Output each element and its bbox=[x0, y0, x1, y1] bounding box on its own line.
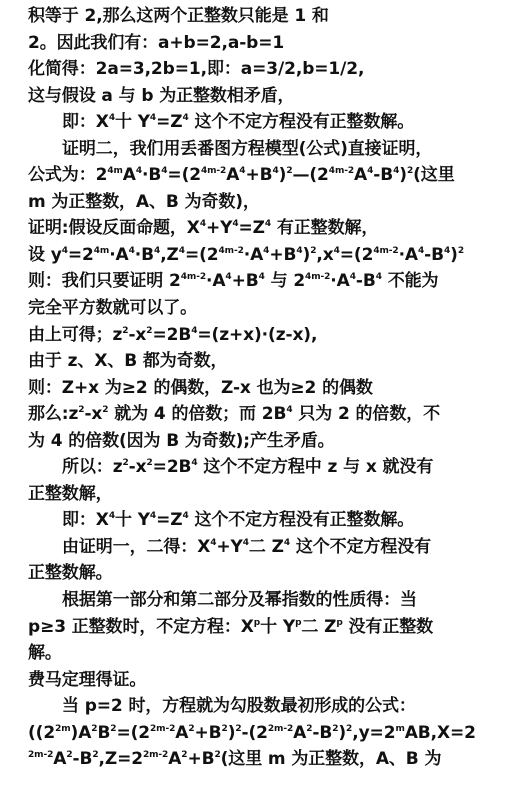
exponent: 2m-2 bbox=[267, 723, 294, 734]
exponent: 4 bbox=[232, 219, 239, 230]
text-line: m 为正整数，A、B 为奇数)， bbox=[28, 191, 260, 212]
exponent: 2 bbox=[310, 245, 317, 256]
text-line: 由上可得；$z^2-x^2=2B^4=(z+x)\cdot(z-x)$, bbox=[28, 324, 318, 345]
exponent: 4m-2 bbox=[218, 245, 244, 256]
exponent: 2m bbox=[55, 723, 71, 734]
exponent: 4 bbox=[367, 166, 374, 177]
exponent: 4m-2 bbox=[180, 272, 206, 283]
text-line: $^{2m-2}A^2-B^2,Z=2^{2m-2}A^2+B^2$(这里 m 为正整数，A、B 为 bbox=[28, 749, 442, 770]
exponent: 4 bbox=[154, 245, 161, 256]
exponent: 4 bbox=[108, 113, 115, 124]
exponent: 2 bbox=[122, 325, 129, 336]
exponent: 2 bbox=[188, 723, 195, 734]
text-line: 2。因此我们有：a+b=2,a-b=1 bbox=[28, 32, 285, 53]
text-line: p≥3 正整数时，不定方程：$X^p$十 $Y^p$二 $Z^p$ 没有正整数 bbox=[28, 616, 434, 637]
exponent: p bbox=[336, 617, 343, 628]
exponent: 2 bbox=[91, 723, 98, 734]
exponent: 2 bbox=[457, 245, 465, 256]
exponent: 2 bbox=[146, 325, 153, 336]
exponent: 4 bbox=[272, 166, 279, 177]
exponent: 4 bbox=[296, 245, 303, 256]
exponent: 4 bbox=[61, 245, 68, 256]
exponent: 4 bbox=[128, 245, 135, 256]
exponent: 4 bbox=[263, 245, 270, 256]
exponent: 2m-2 bbox=[142, 750, 169, 761]
exponent: 4 bbox=[199, 219, 206, 230]
exponent: 4 bbox=[191, 458, 198, 469]
text-line: 证明二，我们用丢番图方程模型(公式)直接证明， bbox=[62, 138, 433, 159]
exponent: 4 bbox=[225, 272, 232, 283]
exponent: 4m bbox=[93, 245, 110, 256]
exponent: 4 bbox=[333, 245, 340, 256]
exponent: p bbox=[295, 617, 302, 628]
text-line: 当 p=2 时，方程就为勾股数最初形成的公式： bbox=[62, 696, 416, 717]
text-line: 设 $y^4=2^{4m}\cdot A^4\cdot B^4,Z^4=(2^{4m-2}\cdot A^4+B^4)^2,x^4=(2^{4m-2}\cdot A^4-B^4)^2$ bbox=[28, 244, 465, 265]
exponent: 4 bbox=[239, 166, 246, 177]
exponent: 2 bbox=[332, 723, 339, 734]
exponent: 2 bbox=[286, 166, 293, 177]
exponent: 2 bbox=[92, 750, 99, 761]
text-line: 则：我们只要证明 $2^{4m-2}\cdot A^4+B^4$ 与 $2^{4m-2}\cdot A^4-B^4$ 不能为 bbox=[28, 271, 439, 292]
exponent: 4 bbox=[149, 511, 157, 522]
exponent: 4 bbox=[210, 537, 217, 548]
exponent: 2 bbox=[406, 166, 414, 177]
exponent: 4 bbox=[149, 113, 157, 124]
text-line: 为 4 的倍数(因为 B 为奇数);产生矛盾。 bbox=[28, 430, 335, 451]
exponent: 2 bbox=[66, 750, 73, 761]
text-line: ($(2^{2m})A^2B^2=(2^{2m-2}A^2+B^2)^2-(2^{2m-2}A^2-B^2)^2,y=2^mAB,X=2$ bbox=[28, 722, 476, 743]
exponent: 4 bbox=[182, 511, 189, 522]
text-line: 正整数解。 bbox=[28, 563, 113, 584]
exponent: 4m-2 bbox=[373, 245, 399, 256]
text-line: 即：$X^4$十 $Y^4=Z^4$ 这个不定方程没有正整数解。 bbox=[62, 112, 415, 133]
text-line: 完全平方数就可以了。 bbox=[28, 298, 197, 319]
exponent: 2 bbox=[78, 405, 85, 416]
exponent: 4 bbox=[178, 245, 185, 256]
exponent: 4 bbox=[108, 511, 115, 522]
exponent: 4m-2 bbox=[328, 166, 355, 177]
exponent: m bbox=[395, 723, 405, 734]
exponent: 4 bbox=[264, 219, 272, 230]
exponent: 4 bbox=[393, 166, 400, 177]
exponent: 2 bbox=[181, 750, 188, 761]
exponent: 4 bbox=[375, 272, 382, 283]
exponent: 4 bbox=[161, 166, 168, 177]
exponent: 4 bbox=[135, 166, 143, 177]
text-line: 积等于 2,那么这两个正整数只能是 1 和 bbox=[28, 6, 329, 26]
text-line: 解。 bbox=[28, 643, 62, 664]
exponent: 2m-2 bbox=[28, 750, 54, 761]
text-line: 正整数解， bbox=[28, 483, 113, 504]
exponent: 4m bbox=[107, 166, 123, 177]
exponent: 2m-2 bbox=[150, 723, 176, 734]
exponent: 4 bbox=[349, 272, 356, 283]
exponent: 4 bbox=[283, 537, 291, 548]
text-line: 公式为：$2^{4m}A^4\cdot B^4=(2^{4m-2}A^4+B^4)^2—(2^{4m-2}A^4-B^4)^2$(这里 bbox=[28, 165, 455, 186]
exponent: 4 bbox=[182, 113, 189, 124]
text-line: 证明:假设反面命题，$X^4+Y^4=Z^4$ 有正整数解， bbox=[28, 218, 379, 239]
exponent: 4 bbox=[242, 537, 249, 548]
exponent: 4 bbox=[258, 272, 265, 283]
text-line: 则：Z+x 为≥2 的偶数，Z-x 也为≥2 的偶数 bbox=[28, 377, 373, 398]
exponent: 4m-2 bbox=[200, 166, 227, 177]
text-line: 所以：$z^2-x^2=2B^4$ 这个不定方程中 z 与 x 就没有 bbox=[62, 457, 434, 478]
exponent: 4 bbox=[444, 245, 451, 256]
exponent: 4 bbox=[191, 325, 198, 336]
exponent: 2 bbox=[306, 723, 313, 734]
exponent: 2 bbox=[221, 723, 228, 734]
text-line: 根据第一部分和第二部分及幂指数的性质得：当 bbox=[62, 590, 417, 611]
exponent: 2 bbox=[122, 458, 129, 469]
text-line: 这与假设 a 与 b 为正整数相矛盾， bbox=[28, 85, 295, 106]
exponent: p bbox=[253, 617, 261, 628]
text-line: 费马定理得证。 bbox=[28, 669, 147, 690]
exponent: 2 bbox=[214, 750, 221, 761]
text-line: 由于 z、X、B 都为奇数， bbox=[28, 351, 228, 372]
exponent: 4 bbox=[286, 405, 293, 416]
text-line: 由证明一，二得：$X^4+Y^4$二 $Z^4$ 这个不定方程没有 bbox=[62, 536, 432, 557]
exponent: 4m-2 bbox=[305, 272, 331, 283]
text-line: 化简得：2a=3,2b=1,即：a=3/2,b=1/2, bbox=[28, 59, 365, 80]
exponent: 2 bbox=[235, 723, 242, 734]
exponent: 4 bbox=[418, 245, 425, 256]
exponent: 2 bbox=[102, 405, 109, 416]
exponent: 2 bbox=[110, 723, 117, 734]
exponent: 2 bbox=[346, 723, 353, 734]
text-line: 即：$X^4$十 $Y^4=Z^4$ 这个不定方程没有正整数解。 bbox=[62, 510, 415, 531]
text-line: 那么$:z^2-x^2$ 就为 4 的倍数；而 $2B^4$ 只为 2 的倍数，不 bbox=[28, 404, 441, 425]
exponent: 2 bbox=[146, 458, 153, 469]
